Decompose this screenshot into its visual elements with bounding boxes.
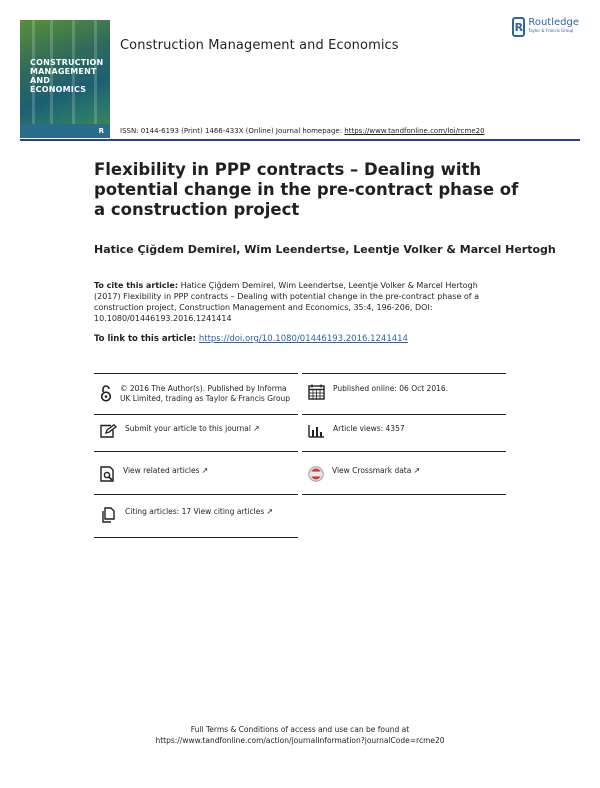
published-text: Published online: 06 Oct 2016. — [333, 384, 449, 393]
table-rule — [302, 373, 506, 374]
related-articles-icon — [100, 466, 115, 482]
publisher-logo[interactable] — [512, 17, 579, 37]
related-text[interactable]: View related articles — [123, 466, 200, 475]
publisher-name: Routledge — [528, 17, 579, 28]
crossmark-text[interactable]: View Crossmark data — [332, 466, 412, 475]
footer-line-1: Full Terms & Conditions of access and use can be found at — [190, 725, 410, 734]
table-rule — [94, 494, 298, 495]
external-link-icon: ↗ — [413, 466, 421, 475]
footer-terms-link[interactable]: https://www.tandfonline.com/action/journalInformation?journalCode=rcme20 — [155, 736, 445, 745]
table-rule — [302, 451, 506, 452]
table-rule — [94, 373, 298, 374]
citation-text: Hatice Çiğdem Demirel, Wim Leendertse, Leentje Volker & Marcel Hertogh (2017) Flexibility in PPP contracts – Dealing with potential change in the pre-contract phase of a construction project, Construction Management and Economics, 35:4, 196-206, DOI: 10.1080/01446193.2016.1241414 — [94, 281, 480, 323]
article-views — [308, 424, 504, 438]
published-date — [308, 384, 504, 400]
external-link-icon: ↗ — [252, 424, 260, 433]
header-divider — [20, 139, 580, 141]
article-authors: Hatice Çiğdem Demirel, Wim Leendertse, Leentje Volker & Marcel Hertogh — [94, 243, 556, 256]
crossmark-icon — [308, 466, 324, 482]
table-rule — [94, 414, 298, 415]
table-rule — [302, 414, 506, 415]
issn-text: ISSN: 0144-6193 (Print) 1466-433X (Online) Journal homepage: — [120, 127, 345, 135]
bar-chart-icon — [308, 424, 325, 438]
routledge-logo-icon: R — [512, 17, 525, 37]
citing-articles-link[interactable] — [100, 507, 296, 523]
publisher-subname: Taylor & Francis Group — [528, 28, 574, 33]
open-access-text: © 2016 The Author(s). Published by Informa UK Limited, trading as Taylor & Francis Group — [120, 384, 291, 403]
submit-text[interactable]: Submit your article to this journal — [125, 424, 251, 433]
submit-article-link[interactable] — [100, 424, 296, 438]
calendar-icon — [308, 384, 325, 400]
open-access-notice — [100, 384, 296, 403]
article-link-line — [94, 334, 408, 344]
page-footer — [0, 724, 600, 746]
citing-articles-icon — [100, 507, 117, 523]
citing-text[interactable]: Citing articles: 17 View citing articles — [125, 507, 265, 516]
external-link-icon: ↗ — [266, 507, 273, 516]
cover-title: CONSTRUCTION MANAGEMENT AND ECONOMICS — [30, 58, 104, 94]
link-label: To link to this article: — [94, 334, 199, 344]
open-access-icon — [100, 384, 112, 402]
edit-icon — [100, 424, 117, 438]
article-title: Flexibility in PPP contracts – Dealing with potential change in the pre-contract phase of a construction project — [94, 160, 519, 219]
doi-link[interactable]: https://doi.org/10.1080/01446193.2016.1241414 — [198, 334, 408, 344]
related-articles-link[interactable] — [100, 466, 296, 482]
citation-label: To cite this article: — [94, 281, 179, 290]
citation-block — [94, 280, 494, 324]
table-rule — [94, 451, 298, 452]
views-text: Article views: 4357 — [333, 424, 405, 433]
crossmark-link[interactable] — [308, 466, 504, 482]
journal-cover-image: CONSTRUCTION MANAGEMENT AND ECONOMICS R — [20, 20, 110, 138]
journal-homepage-link[interactable]: https://www.tandfonline.com/loi/rcme20 — [344, 127, 485, 135]
table-rule — [94, 537, 298, 538]
table-rule — [302, 494, 506, 495]
issn-line — [120, 127, 485, 135]
journal-title[interactable]: Construction Management and Economics — [120, 38, 399, 53]
external-link-icon: ↗ — [201, 466, 209, 475]
